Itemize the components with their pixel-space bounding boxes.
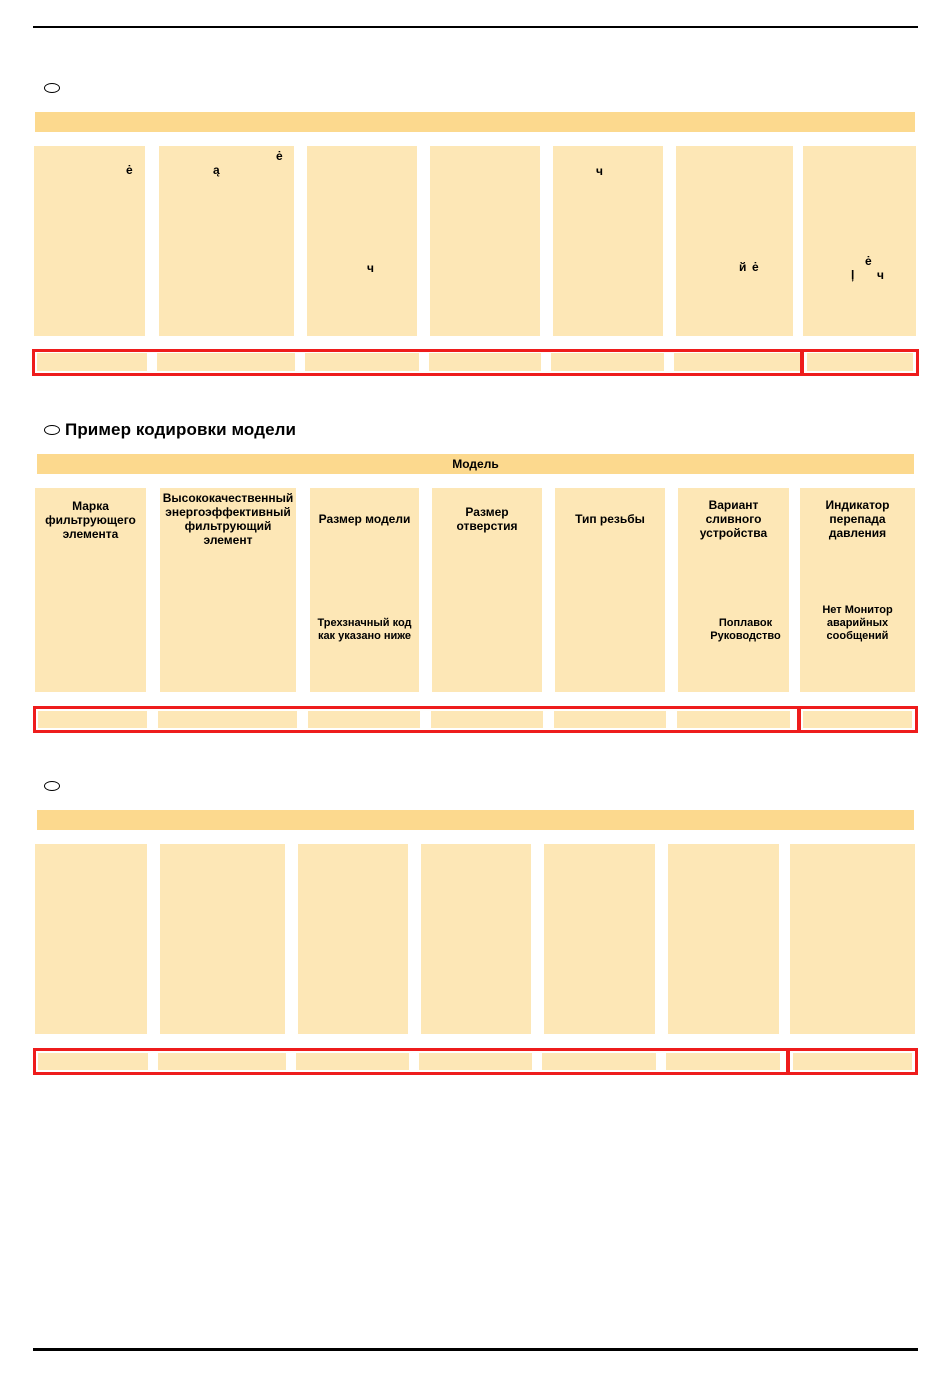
section3-column-1 <box>35 844 147 1034</box>
column-label: Размер модели <box>318 512 411 526</box>
section1-header <box>44 77 65 99</box>
section1-glyph: ė <box>865 254 872 268</box>
section1-band <box>35 112 915 132</box>
section3-column-4 <box>421 844 531 1034</box>
model-band: Модель <box>37 454 914 474</box>
oval-bullet-icon <box>44 83 60 93</box>
section1-glyph: ч <box>877 268 884 282</box>
oval-bullet-icon <box>44 781 60 791</box>
column-label: Марка фильтрующего элемента <box>45 499 136 541</box>
section2-header <box>44 419 296 441</box>
section3-code-divider <box>786 1048 790 1075</box>
section1-glyph: ė <box>126 163 133 177</box>
section1-column-2 <box>159 146 294 336</box>
oval-bullet-icon <box>44 425 60 435</box>
section3-column-5 <box>544 844 655 1034</box>
section1-column-6 <box>676 146 793 336</box>
section3-column-3 <box>298 844 408 1034</box>
section3-header <box>44 775 65 797</box>
column-pressure-indicator <box>800 488 915 692</box>
column-drain-option <box>678 488 789 692</box>
column-label: Тип резьбы <box>575 512 645 526</box>
section1-glyph: ė <box>276 149 283 163</box>
section1-column-3 <box>307 146 417 336</box>
section1-column-5 <box>553 146 663 336</box>
section1-code-box <box>32 349 919 376</box>
section1-glyph: ą <box>213 163 220 177</box>
section-title: Пример кодировки модели <box>65 420 297 439</box>
top-rule <box>33 26 918 28</box>
column-note: Нет Монитор аварийных сообщений <box>822 604 893 642</box>
column-filter-brand <box>35 488 146 692</box>
column-note: Поплавок Руководство <box>710 617 781 642</box>
column-port-size <box>432 488 542 692</box>
section1-glyph: ė <box>752 260 759 274</box>
column-filter-element <box>160 488 296 692</box>
section3-column-6 <box>668 844 779 1034</box>
bottom-rule <box>33 1348 918 1351</box>
column-label: Вариант сливного устройства <box>699 498 768 540</box>
model-code-box <box>33 706 918 733</box>
section1-glyph: й <box>739 260 747 274</box>
column-label: Размер отверстия <box>456 505 518 533</box>
section3-column-2 <box>160 844 285 1034</box>
column-label: Индикатор перепада давления <box>825 498 890 540</box>
section1-code-divider <box>800 349 804 376</box>
section1-column-7 <box>803 146 916 336</box>
column-thread-type <box>555 488 665 692</box>
section1-glyph: ļ <box>851 268 855 282</box>
section3-band <box>37 810 914 830</box>
section3-column-7 <box>790 844 915 1034</box>
column-note: Трехзначный код как указано ниже <box>317 617 412 642</box>
model-code-divider <box>797 706 801 733</box>
section1-glyph: ч <box>367 261 374 275</box>
section1-column-1 <box>34 146 145 336</box>
column-model-size <box>310 488 419 692</box>
column-label: Высококачественный энергоэффективный фильтрующий элемент <box>162 491 294 547</box>
section1-column-4 <box>430 146 540 336</box>
section1-glyph: ч <box>596 164 603 178</box>
